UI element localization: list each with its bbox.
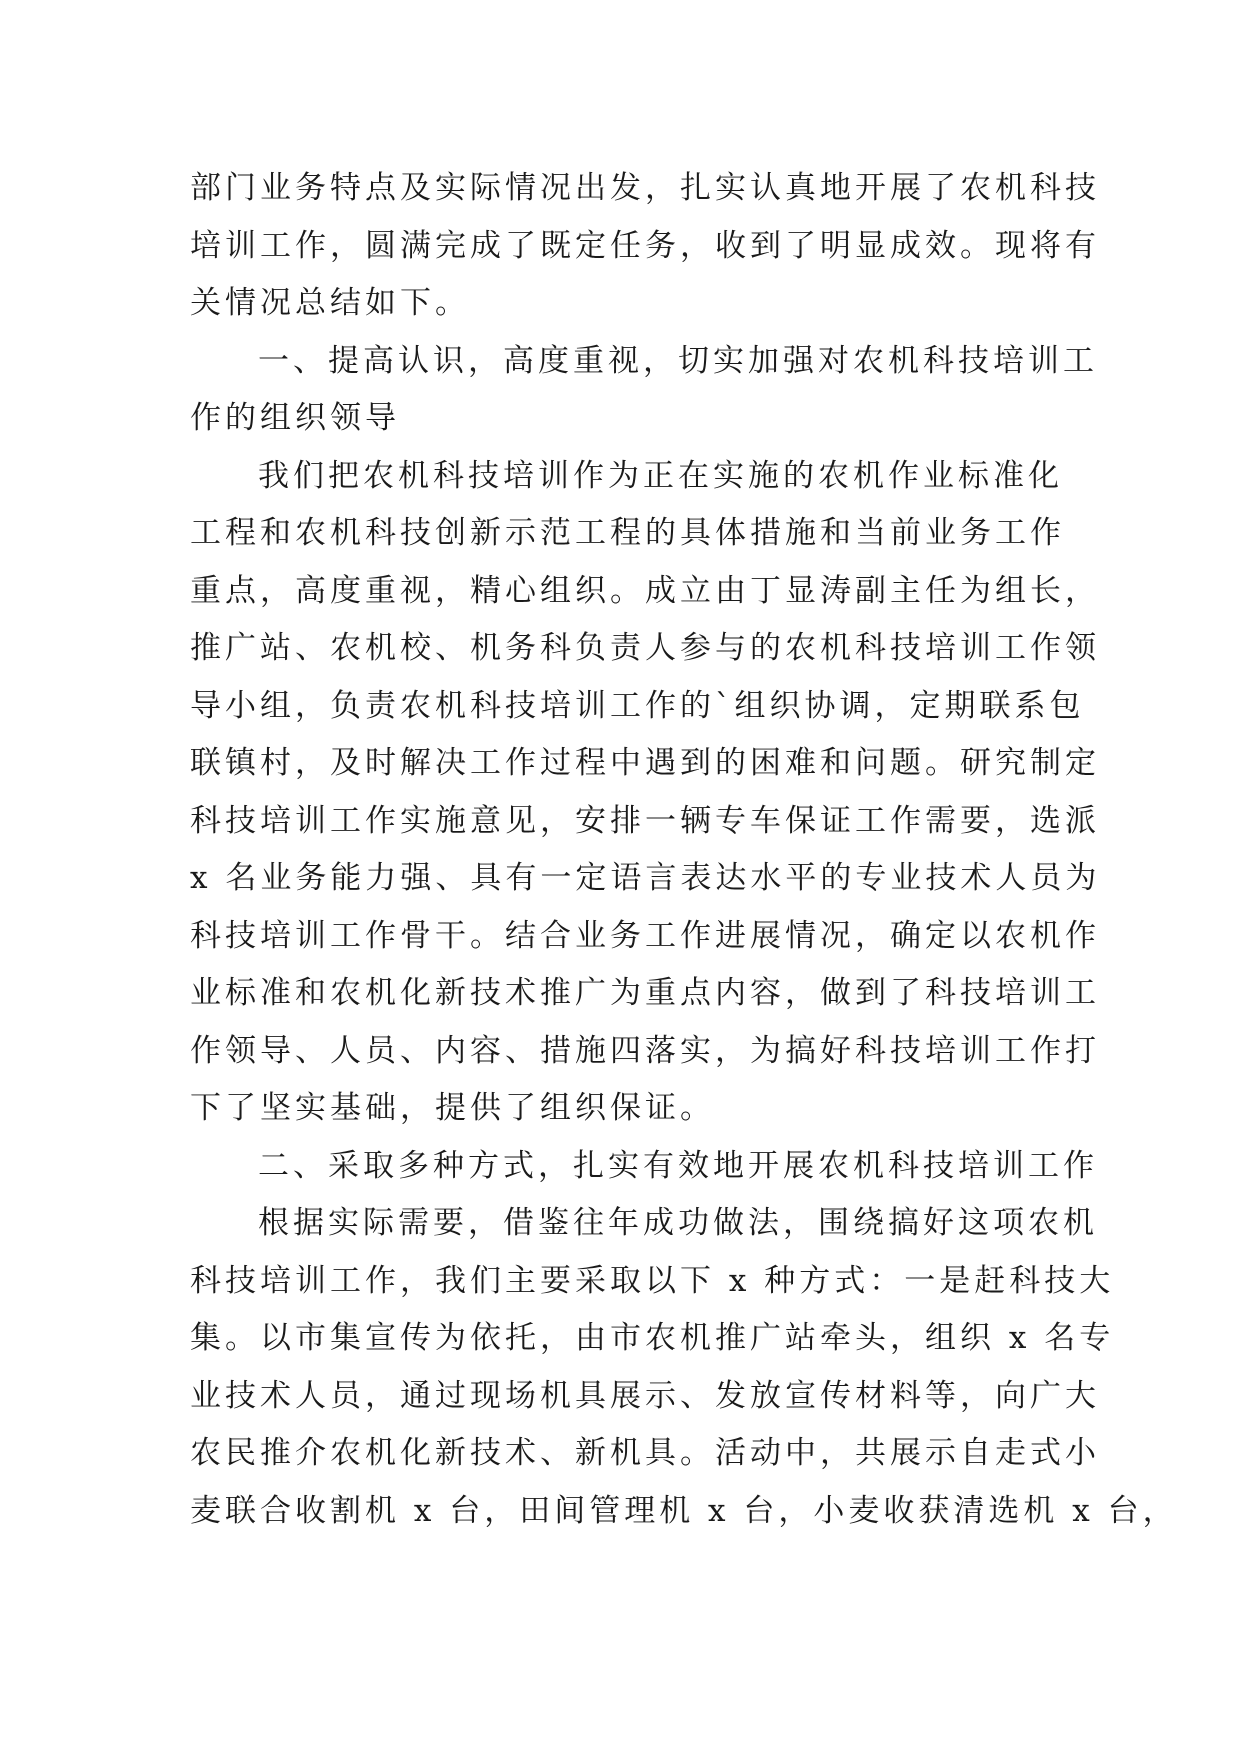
text-line: 农民推介农机化新技术、新机具。活动中，共展示自走式小 [190, 1435, 1100, 1471]
text-line: x 名业务能力强、具有一定语言表达水平的专业技术人员为 [190, 860, 1101, 896]
text-line: 下了坚实基础，提供了组织保证。 [190, 1090, 715, 1126]
text-line: 关情况总结如下。 [190, 285, 470, 321]
text-line: 一、提高认识，高度重视，切实加强对农机科技培训工 [258, 342, 1098, 379]
text-line: 我们把农机科技培训作为正在实施的农机作业标准化 [258, 457, 1063, 494]
text-line: 部门业务特点及实际情况出发，扎实认真地开展了农机科技 [190, 170, 1100, 206]
text-line: 重点，高度重视，精心组织。成立由丁显涛副主任为组长， [190, 572, 1100, 609]
text-line: 业技术人员，通过现场机具展示、发放宣传材料等，向广大 [190, 1377, 1100, 1414]
text-line: 科技培训工作，我们主要采取以下 x 种方式：一是赶科技大 [190, 1262, 1115, 1299]
text-line: 联镇村，及时解决工作过程中遇到的困难和问题。研究制定 [190, 745, 1100, 781]
text-line: 二、采取多种方式，扎实有效地开展农机科技培训工作 [258, 1147, 1098, 1184]
text-line: 培训工作，圆满完成了既定任务，收到了明显成效。现将有 [190, 227, 1100, 264]
text-line: 科技培训工作实施意见，安排一辆专车保证工作需要，选派 [190, 802, 1100, 839]
text-line: 作的组织领导 [190, 400, 400, 436]
text-line: 导小组，负责农机科技培训工作的`组织协调，定期联系包 [190, 687, 1085, 724]
text-line: 推广站、农机校、机务科负责人参与的农机科技培训工作领 [190, 630, 1100, 666]
text-line: 工程和农机科技创新示范工程的具体措施和当前业务工作 [190, 515, 1065, 551]
text-line: 科技培训工作骨干。结合业务工作进展情况，确定以农机作 [190, 917, 1100, 954]
text-line: 作领导、人员、内容、措施四落实，为搞好科技培训工作打 [190, 1032, 1100, 1069]
text-line: 麦联合收割机 x 台，田间管理机 x 台，小麦收获清选机 x 台， [190, 1492, 1178, 1529]
text-line: 根据实际需要，借鉴往年成功做法，围绕搞好这项农机 [258, 1205, 1098, 1241]
text-line: 业标准和农机化新技术推广为重点内容，做到了科技培训工 [190, 975, 1100, 1011]
document-body [190, 160, 1178, 1540]
text-line: 集。以市集宣传为依托，由市农机推广站牵头，组织 x 名专 [190, 1320, 1115, 1356]
